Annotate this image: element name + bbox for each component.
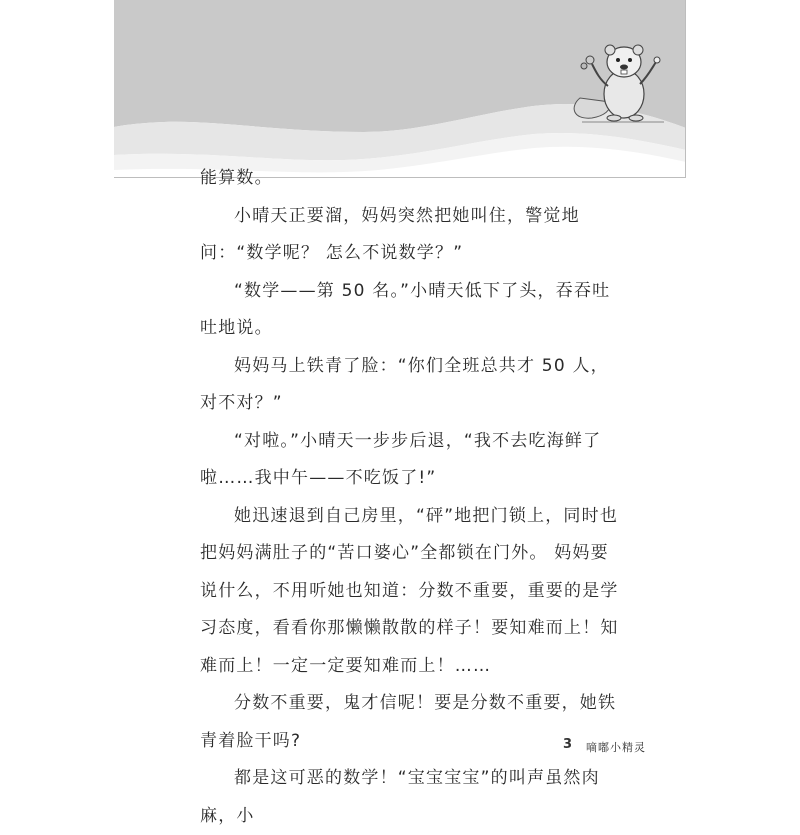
beaver-mascot-illustration (552, 36, 672, 124)
paragraph: 分数不重要，鬼才信呢！要是分数不重要，她铁青着脸干吗? (200, 693, 617, 751)
page-header-band (114, 0, 686, 178)
paragraph: “数学——第 50 名。”小晴天低下了头，吞吞吐吐地说。 (200, 280, 611, 338)
paragraph: 都是这可恶的数学！“宝宝宝宝”的叫声虽然肉麻，小 (200, 768, 600, 826)
paragraph: 小晴天正要溜，妈妈突然把她叫住，警觉地问：“数学呢？ 怎么不说数学？” (200, 205, 580, 263)
paragraph-continuation: 能算数。 (200, 168, 273, 188)
page-number: 3 (563, 737, 573, 752)
paragraph: 妈妈马上铁青了脸：“你们全班总共才 50 人，对不对？” (200, 355, 609, 413)
page-footer (0, 737, 800, 757)
body-text (200, 160, 620, 835)
paragraph: “对啦。”小晴天一步步后退，“我不去吃海鲜了啦……我中午——不吃饭了!” (200, 430, 602, 488)
running-book-title: 嘀嘟小精灵 (586, 741, 646, 754)
paragraph: 她迅速退到自己房里，“砰”地把门锁上，同时也把妈妈满肚子的“苦口婆心”全都锁在门外。 妈妈要说什么，不用听她也知道：分数不重要，重要的是学习态度，看看你那懒懒散散的样子！要知难而上！知难而上！一定一定要知难而上！…… (200, 505, 619, 676)
